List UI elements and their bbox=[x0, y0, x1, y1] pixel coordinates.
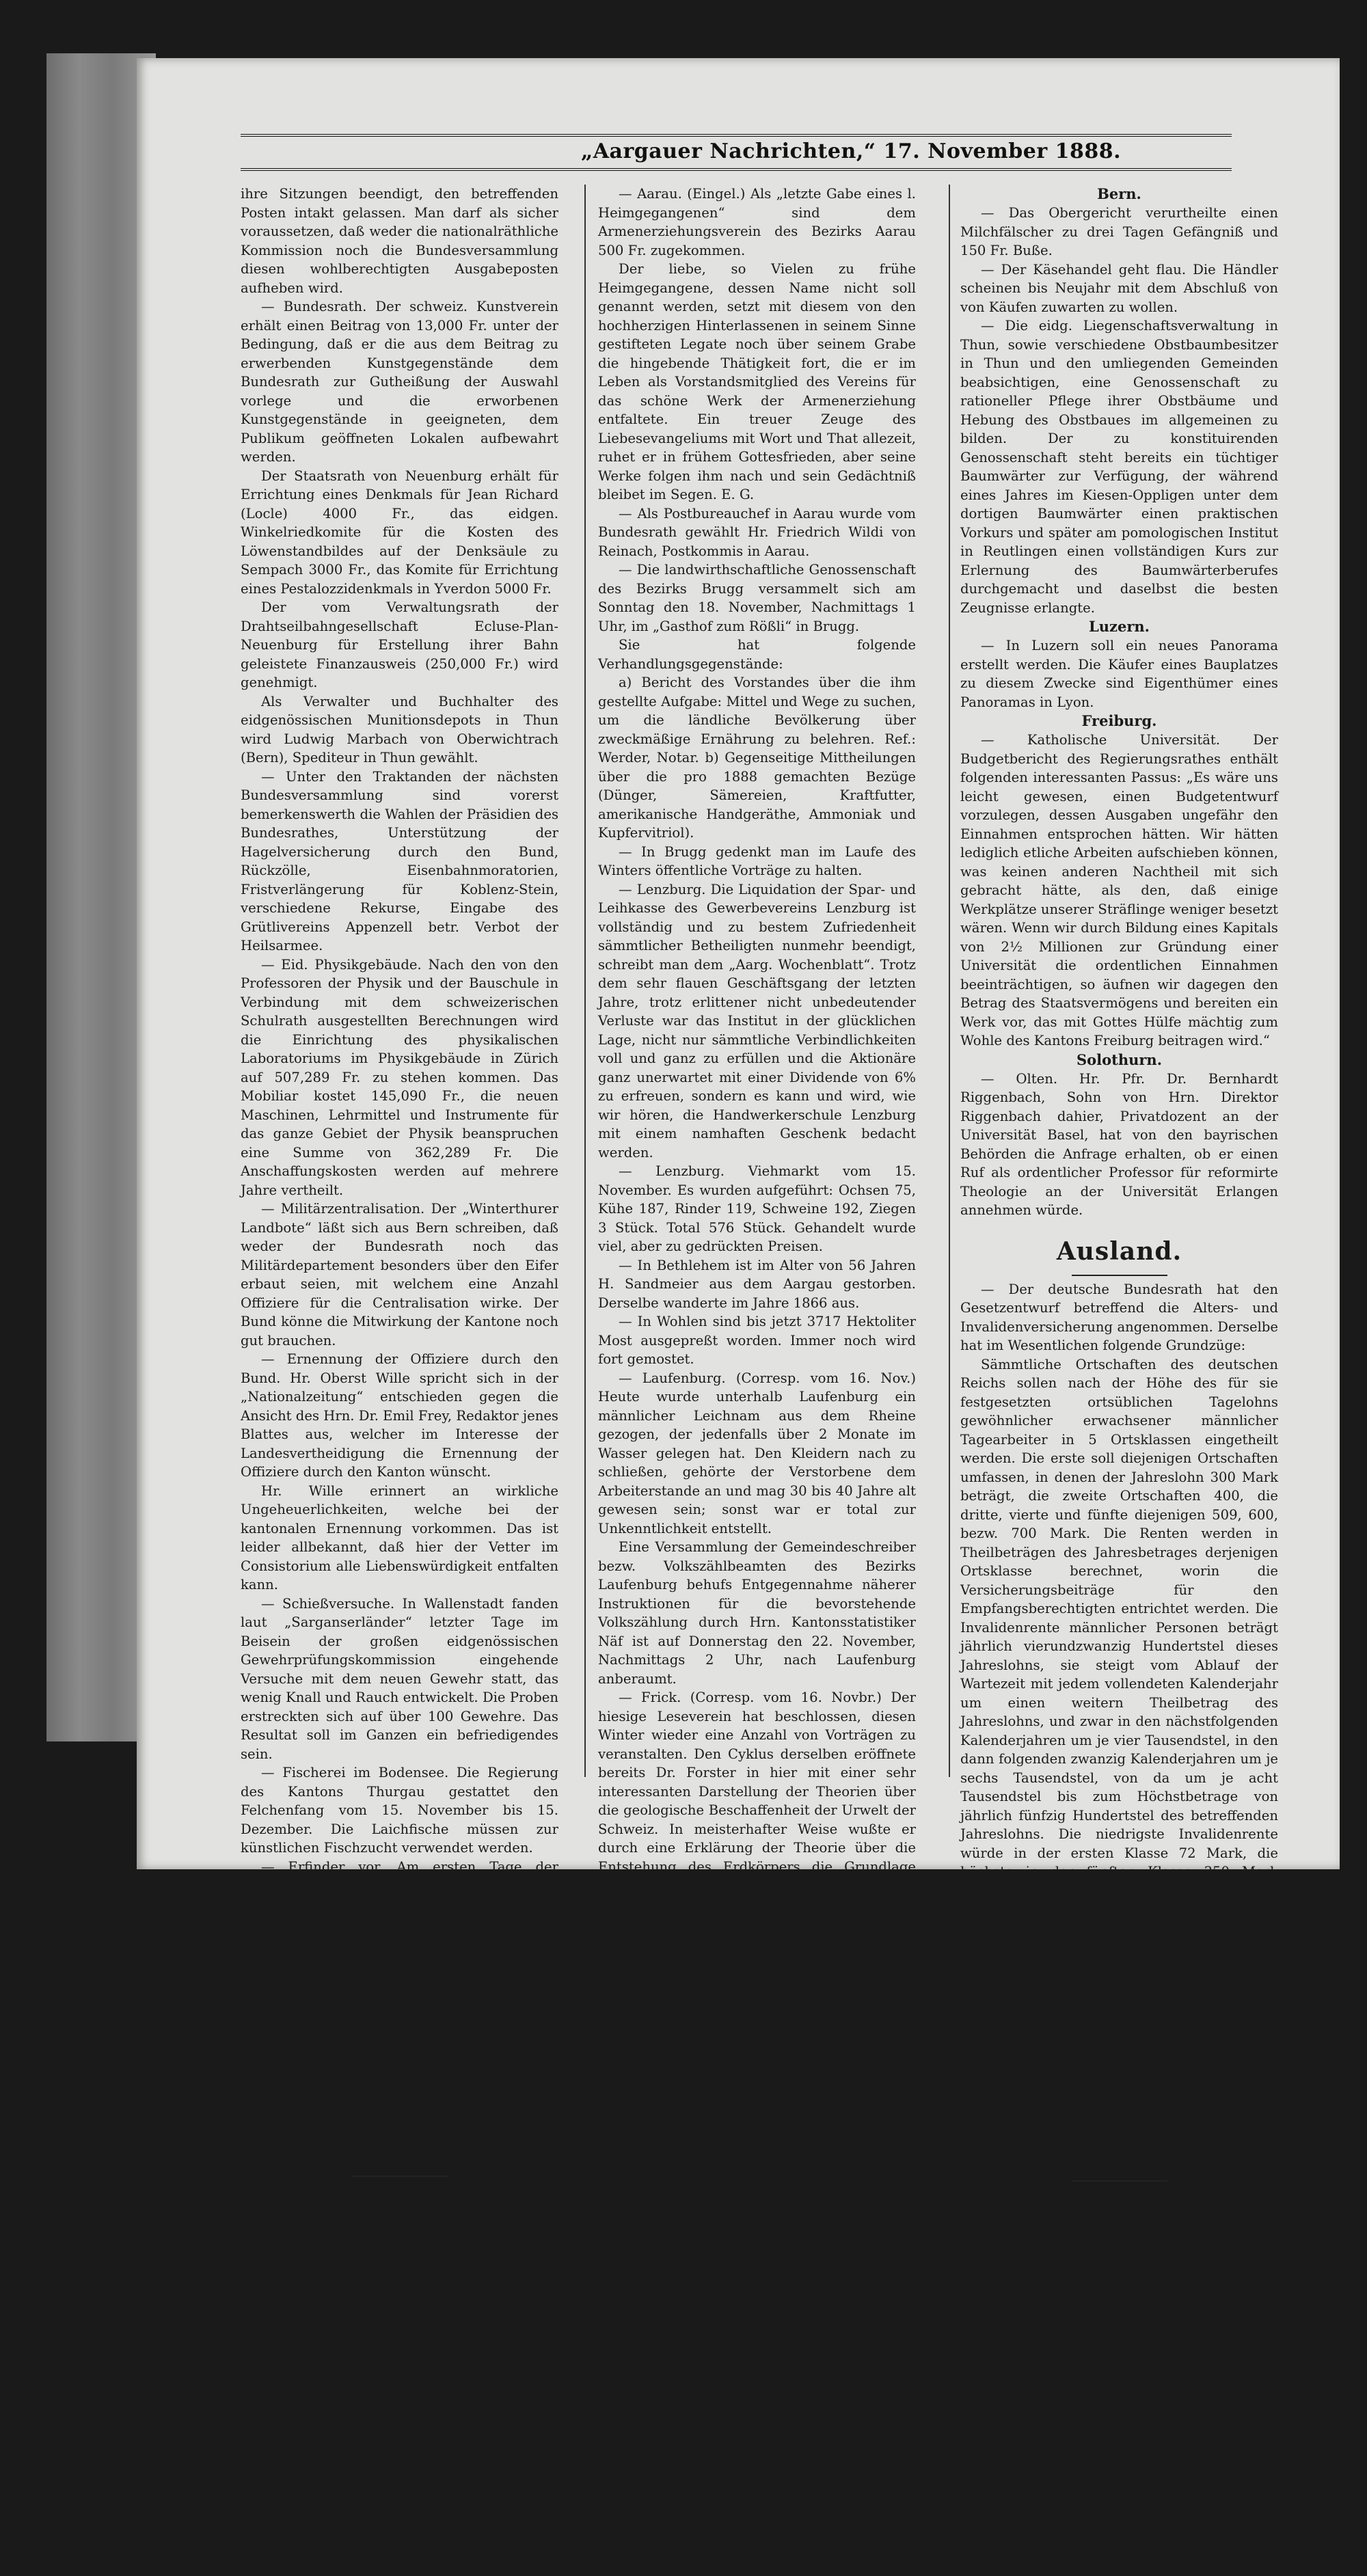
article-paragraph: Sämmtliche Ortschaften des deutschen Reichs sollen nach der Höhe des für sie festgesetzten ortsüblichen Tagelohns gewöhnlicher erwachsener männlicher Tagearbeiter in 5 Ortsklassen eingetheilt werden. Die erste soll diejenigen Ortschaften umfassen, in denen der Jahreslohn 300 Mark beträgt, die zweite Ortschaften 400, die dritte, vierte und fünfte diejenigen 509, 600, bezw. 700 Mark. Die Renten werden in Theilbeträgen des Jahresbetrages derjenigen Ortsklasse berechnet, worin die Versicherungsbeiträge für den Empfangsberechtigten entrichtet werden. Die Invalidenrente männlicher Personen beträgt jährlich vierundzwanzig Hundertstel dieses Jahreslohns, sie steigt vom Ablauf der Wartezeit mit jedem vollendeten Kalenderjahr um einen weitern Theilbetrag des Jahreslohns, und zwar in den nächstfolgenden Kalenderjahren um je vier Tausendstel, in den dann folgenden zwanzig Kalenderjahren um je sechs Tausendstel, von da um je acht Tausendstel bis zum Höchstbetrage von jährlich fünfzig Hundertstel des betreffenden Jahreslohns. Die niedrigste Invalidenrente würde in der ersten Klasse 72 Mark, die höchste in der fünften Klasse 350 Mark betragen. Die Altersrente für männliche Personen soll jährlich vierundzwanzig Hundertstel des Jahreslohns betragen, also in der ersten Klasse 72, in der fünften 168 Mark. bbox=[960, 1356, 1278, 1955]
article-paragraph: — Fischerei im Bodensee. Die Regierung des Kantons Thurgau gestattet den Felchenfang vom 15. November bis 15. Dezember. Die Laichfische müssen zur künstlichen Fischzucht verwendet werden. bbox=[241, 1765, 558, 1856]
subsection-heading: Bern. bbox=[1097, 185, 1141, 202]
article-paragraph: — Laufenburg. (Corresp. vom 16. Nov.) Heute wurde unterhalb Laufenburg ein männlicher Leichnam aus dem Rheine gezogen, der jedenfalls über 2 Monate im Wasser gelegen hat. Den Kleidern nach zu schließen, gehörte der Verstorbene dem Arbeiterstande an und mag 30 bis 40 Jahre alt gewesen sein; sonst war er total zur Unkenntlichkeit entstellt. bbox=[598, 1370, 916, 1536]
section-heading: Ausland. bbox=[1056, 1236, 1182, 1266]
article-paragraph: — Lenzburg. Die Liquidation der Spar- und Leihkasse des Gewerbevereins Lenzburg ist vollständig und zu bestem Zufriedenheit sämmtlicher Betheiligten nunmehr beendigt, schreibt man dem „Aarg. Wochenblatt“. Trotz dem sehr flauen Geschäftsgang der letzten Jahre, trotz erlittener nicht unbedeutender Verluste war das Institut in der glücklichen Lage, nicht nur sämmtliche Verbindlichkeiten voll und ganz zu erfüllen und die Aktionäre ganz unerwartet mit einer Dividende von 6% zu erfreuen, sondern es kann und wird, wie wir hören, die Handwerkerschule Lenzburg mit einem namhaften Geschenk bedacht werden. bbox=[598, 881, 916, 1161]
article-paragraph: Eine Versammlung der Gemeindeschreiber bezw. Volkszählbeamten des Bezirks Laufenburg behufs Entgegennahme näherer Instruktionen für die bevorstehende Volkszählung durch Hrn. Kantonsstatistiker Näf ist auf Donnerstag den 22. November, Nachmittags 2 Uhr, nach Laufenburg anberaumt. bbox=[598, 1539, 916, 1687]
subsection-heading: Solothurn. bbox=[1076, 1050, 1163, 1068]
article-paragraph: — Das Obergericht verurtheilte einen Milchfälscher zu drei Tagen Gefängniß und 150 Fr. Buße. bbox=[960, 205, 1278, 258]
article-paragraph: — Ernennung der Offiziere durch den Bund. Hr. Oberst Wille spricht sich in der „Nationalzeitung“ entschieden gegen die Ansicht des Hrn. Dr. Emil Frey, Redaktor jenes Blattes aus, welcher im Interesse der Landesvertheidigung die Ernennung der Offiziere durch den Kanton wünscht. bbox=[241, 1351, 558, 1480]
column-1 bbox=[241, 185, 558, 2574]
article-paragraph: — Der deutsche Bundesrath hat den Gesetzentwurf betreffend die Alters- und Invalidenversicherung angenommen. Derselbe hat im Wesentlichen folgende Grundzüge: bbox=[960, 1281, 1278, 1353]
article-paragraph: — Aarau. (Eingel.) Der löbl. Bürgerturnverein Aarau hat die Zöglinge der Taubstummenanstalt eingeladen, der am Sonntag stattfindenden Vorstellung im Saalbau gratis beizuwohnen, was bei jedem Menschenfreund Anerkennung finden wird. bbox=[241, 2464, 558, 2574]
article-paragraph: — Unter den Traktanden der nächsten Bundesversammlung sind vorerst bemerkenswerth die Wahlen der Präsidien des Bundesrathes, Unterstützung der Hagelversicherung durch den Bund, Rückzölle, Eisenbahnmoratorien, Fristverlängerung für Koblenz-Stein, verschiedene Rekurse, Eingabe des Grütlivereins Appenzell betr. Verbot der Heilsarmee. bbox=[241, 768, 558, 953]
subsection-heading: Zürich. bbox=[727, 2196, 786, 2214]
article-paragraph: — Der Voranschlag der Gemeinde Aarau. Die Einwohner der Gemeinde Aarau erhalten jährlich einen umfangreichen gedruckten Voranschlag nebst Begleitbericht des Gemeinderathes. bbox=[241, 2201, 558, 2292]
article-paragraph: — In Wohlen sind bis jetzt 3717 Hektoliter Most ausgepreßt worden. Immer noch wird fort gemostet. bbox=[598, 1314, 916, 1367]
article-paragraph: Diesem stehen an Ausgaben gegenüber für das Schulwesen Fr. 135,500, Polizeikassenverwaltung Fr. 182,475 und Verschiedenes Fr. 500. bbox=[241, 2389, 558, 2461]
article-paragraph: Sie hat folgende Verhandlungsgegenstände: bbox=[598, 637, 916, 672]
article-paragraph: — Frick. (Corresp. vom 16. Novbr.) Der hiesige Leseverein hat beschlossen, diesen Winter wieder eine Anzahl von Vorträgen zu veranstalten. Den Cyklus derselben eröffnete bereits Dr. Forster in hier mit einer sehr interessanten Darstellung der Theorien über die geologische Beschaffenheit der Urwelt der Schweiz. In meisterhafter Weise wußte er durch eine Erklärung der Theorie über die Entstehung des Erdkörpers die Grundlage zum Vortrage zu finden, dem nun eine Reihe anderer über die Schweiz folgen sollen. bbox=[598, 1690, 916, 1912]
subsection-heading: Freiburg. bbox=[1081, 712, 1157, 729]
article-paragraph: — Aarau. (Eingel.) Als „letzte Gabe eines l. Heimgegangenen“ sind dem Armenerziehungsverein des Bezirks Aarau 500 Fr. zugekommen. bbox=[598, 186, 916, 258]
article-paragraph: — Als Postbureauchef in Aarau wurde vom Bundesrath gewählt Hr. Friedrich Wildi von Reinach, Postkommis in Aarau. bbox=[598, 505, 916, 559]
article-paragraph: — Für das schweizerische Idiotikon ist für das Jahr 1889 ein Bundesbeitrag von 5000 Fr. in Aussicht genommen. Die Einnahmen belaufen sich, mit Einschluß der Beiträge der Regierungen des Kantons Zürich und der antiquarischen Gesellschaft, auf 2600 Fr., die Ausgaben auf 8500 Fr., es würde also noch ein Defizit von 900 Fr. zu decken sein. Im kommenden Jahre werden die Hefte 14 bis und mit 16 erscheinen. bbox=[241, 1934, 558, 2119]
article-paragraph: — Zwischen dem deutschen und dem italienischen Generalstabe besteht ein lebhafter Gedankenaustausch. Graf Walderfee scheint die Italiener zu instruiren und für kommende Dinge bereit zu machen. Er hat die beschleunigte Aufstellung einer Armee von 300,000 Mann in Oberitalien gewünscht. Walderfee kennt den Gotthard und die Alpenthäler aus eigener Anschauung. bbox=[960, 1957, 1278, 2124]
header-rule-bottom bbox=[241, 168, 1232, 171]
subsection-heading: Luzern. bbox=[1089, 618, 1150, 635]
article-paragraph: — Militärzentralisation. Der „Winterthurer Landbote“ läßt sich aus Bern schreiben, daß weder der Bundesrath noch das Militärdepartement besonders über den Eifer erbaut seien, mit welchem eine Anzahl Offiziere für die Centralisation wirke. Der Bund könne die Mitwirkung der Kantone noch gut brauchen. bbox=[241, 1201, 558, 1348]
article-paragraph: — Mumpf. (Eingesdt.) Um die Erklärung des Pfarrers in Mumpf in's richtige Licht zu setzen, findet sich der Einsender in Nr. 266 d. Bl. veranlaßt, des Weitern hinzuzufügen, daß die gemachte Mittheilung am Hochzeitstage allgemein besprochen wurde und heute noch aufrecht erhalten wird, um so mehr, als die nächsten Verwandten des Brautpaares, die nebst diesem ihre altkatholische Gesinnung niemals verhehlten, sie im Umlauf gesetzt haben. bbox=[598, 1915, 916, 2119]
article-paragraph: — Die eidg. Liegenschaftsverwaltung in Thun, sowie verschiedene Obstbaumbesitzer in Thun und den umliegenden Gemeinden beabsichtigen, eine Genossenschaft zu rationeller Pflege ihrer Obstbäume und Hebung des Obstbaues im allgemeinen zu bilden. Der zu konstituirenden Genossenschaft steht bereits ein tüchtiger Baumwärter zur Verfügung, der während eines Jahres im Kiesen-Oppligen unter dem dortigen Baumwärter einen praktischen Vorkurs und später am pomologischen Institut in Reutlingen einen vollständigen Kurs zur Erlernung des Baumwärterberufes durchgemacht und daselbst die besten Zeugnisse erlangte. bbox=[960, 318, 1278, 616]
article-paragraph: Als Verwalter und Buchhalter des eidgenössischen Munitionsdepots in Thun wird Ludwig Marbach von Oberwichtrach (Bern), Spediteur in Thun gewählt. bbox=[241, 693, 558, 765]
section-heading: Kantonales. bbox=[313, 2137, 486, 2167]
article-paragraph: Der Einsender und mit ihm viele schenken heute noch den Letztern mehr Glaubwürdigkeit als dem fraglichen Pfarramte. bbox=[598, 2121, 916, 2194]
article-paragraph: — Die landwirthschaftliche Genossenschaft des Bezirks Brugg versammelt sich am Sonntag den 18. November, Nachmittags 1 Uhr, im „Gasthof zum Rößli“ in Brugg. bbox=[598, 562, 916, 634]
article-paragraph: Der liebe, so Vielen zu frühe Heimgegangene, dessen Name nicht soll genannt werden, setzt mit diesem von den hochherzigen Hinterlassenen in seinem Sinne gestifteten Legate noch über seinem Grabe die hingebende Thätigkeit fort, die er im Leben als Vorstandsmitglied des Vereins für das schöne Werk der Armenerziehung entfaltete. Ein treuer Zeuge des Liebesevangeliums mit Wort und That allezeit, ruhet er in frühem Gottesfrieden, aber seine Werke folgen ihm nach und sein Gedächtniß bleibet im Segen. E. G. bbox=[598, 261, 916, 502]
article-paragraph: — Die Redaktion des „Basler Tagblattes“ hat Herr Kasimir Näber aus dem Kanton Luzern übernommen. Derselbe war 1886—87 an den „Aargauer Nachrichten“ bethätigt. bbox=[960, 2187, 1278, 2260]
section-heading: Allerlei Neuigkeiten. bbox=[968, 2143, 1271, 2171]
heading-rule bbox=[1072, 2180, 1167, 2182]
header-rule-top bbox=[241, 134, 1232, 137]
article-paragraph: — Erfinder vor. Am ersten Tage der Eröffnung des Amtes für geistiges Eigenthum sind schon ca. zwei Dutzend Erfindungspatente ertheilt worden. bbox=[241, 1858, 558, 1931]
article-paragraph: — Die Grütlivereinssektion Biel soll für ihre am 18. d. stattfindende Novemberfeier auf Verlangen des bbox=[960, 2375, 1278, 2428]
subsection-heading: Aargau. bbox=[368, 2181, 431, 2199]
article-paragraph: — Lenzburg. Viehmarkt vom 15. November. Es wurden aufgeführt: Ochsen 75, Kühe 187, Rinder 119, Schweine 192, Ziegen 3 Stück. Total 576 Stück. Gehandelt wurde viel, aber zu gedrückten Preisen. bbox=[598, 1163, 916, 1254]
article-paragraph: — Eine eigenthümliche Spekulationswuth herrschte eine Zeit hindurch in Zürich. Es hofften nämlich eine Anzahl Geschäftsleute, die zum Theil rentable Geschäfte betrieben, schnell reich zu werden, indem sie große Quantitäten Kaffee einkauften und auf Hausse spekulirten, wozu sie durch gewisse Agenten animirt wurden. Allein das Spekulationsfieber nahm bei allen ein Ende mit Schrecken. Zwei der Spekulanten endeten mit Selbstmord, zwei weitere geriethen in Konkurs und ein anderer akkordirte, indem er seinen Gläubigern zehn Prozent anbot. bbox=[598, 2216, 916, 2458]
article-paragraph: — Die Heilsarmee macht im Bezirk Ufter Fortschritte. Der ersten Niederlassung in Mönchaltorf, die vor einigen Monaten stattfand, folgt nun diejenige in Maur, und auch Ufter soll zur Ablagerungsstätte dieses religiösen Humbugs ausersehen sein. bbox=[960, 2262, 1278, 2372]
article-paragraph: — Katholische Universität. Der Budgetbericht des Regierungsrathes enthält folgenden interessanten Passus: „Es wäre uns leicht gewesen, einen Budgetentwurf vorzulegen, dessen Ausgaben ungefähr den Einnahmen entsprochen hätten. Wir hätten lediglich etliche Arbeiten aufschieben können, was keinen anderen Nachtheil mit sich gebracht hätte, als den, daß einige Werkplätze unserer Sträflinge weniger besetzt wären. Wenn wir durch Bildung eines Kapitals von 2½ Millionen zur Gründung einer Universität die ordentlichen Einnahmen beeinträchtigen, so äufnen wir dagegen den Betrag des Staatsvermögens und bereiten ein Werk vor, das mit Gottes Hülfe mächtig zum Wohle des Kantons Freiburg beitragen wird.“ bbox=[960, 732, 1278, 1048]
article-paragraph: Hr. Wille erinnert an wirkliche Ungeheuerlichkeiten, welche bei der kantonalen Ernennung vorkommen. Das ist leider allbekannt, daß hier der Vetter im Consistorium alle Liebenswürdigkeit entfalten kann. bbox=[241, 1482, 558, 1592]
article-paragraph: Der Staatsrath von Neuenburg erhält für Errichtung eines Denkmals für Jean Richard (Locle) 4000 Fr., das eidgen. Winkelriedkomite für die Kosten des Löwenstandbildes auf der Denksäule zu Sempach 3000 Fr., das Komite für Errichtung eines Pestalozzidenkmals in Yverdon 5000 Fr. bbox=[241, 467, 558, 597]
article-paragraph: — Eid. Physikgebäude. Nach den von den Professoren der Physik und der Bauschule in Verbindung mit dem schweizerischen Schulrath ausgestellten Berechnungen wird die Einrichtung des physikalischen Laboratoriums im Physikgebäude in Zürich auf 507,289 Fr. zu stehen kommen. Das Mobiliar kostet 145,090 Fr., die neuen Maschinen, Lehrmittel und Instrumente für das ganze Gebiet der Physik beanspruchen eine Summe von 362,289 Fr. Die Anschaffungskosten werden auf mehrere Jahre vertheilt. bbox=[241, 956, 558, 1198]
article-paragraph: — Schießversuche. In Wallenstadt fanden laut „Sarganserländer“ letzter Tage im Beisein der großen eidgenössischen Gewehrprüfungskommission eingehende Versuche mit dem neuen Gewehr statt, das wenig Knall und Rauch entwickelt. Die Proben erstreckten sich auf über 100 Gewehre. Das Resultat soll im Ganzen ein befriedigendes sein. bbox=[241, 1595, 558, 1762]
article-paragraph: — In Brugg gedenkt man im Laufe des Winters öffentliche Vorträge zu halten. bbox=[598, 843, 916, 878]
heading-rule bbox=[352, 2175, 448, 2177]
article-paragraph: a) Bericht des Vorstandes über die ihm gestellte Aufgabe: Mittel und Wege zu suchen, um die ländliche Bevölkerung über zweckmäßige Ernährung zu belehren. Ref.: Werder, Notar. b) Gegenseitige Mittheilungen über die pro 1888 gemachten Bezüge (Dünger, Sämereien, Kraftfutter, amerikanische Handgeräthe, Ammoniak und Kupfervitriol). bbox=[598, 675, 916, 841]
article-paragraph: — Der Käsehandel geht flau. Die Händler scheinen bis Neujahr mit dem Abschluß von von Käufen zuwarten zu wollen. bbox=[960, 261, 1278, 315]
article-paragraph: Der vom Verwaltungsrath der Drahtseilbahngesellschaft Ecluse-Plan-Neuenburg für Erstellung ihrer Bahn geleistete Finanzausweis (250,000 Fr.) wird genehmigt. bbox=[241, 599, 558, 690]
article-paragraph: Der Voranschlag pro 1889 sieht an Einnahmen vor im Schulverwaltung Fr. 27,000, das Polizeiwesen Fr. 72,075, die Steuerkasse Fr. 219,100, zusammen Fr. 318,475. bbox=[241, 2295, 558, 2386]
article-paragraph: — In Bethlehem ist im Alter von 56 Jahren H. Sandmeier aus dem Aargau gestorben. Derselbe wanderte im Jahre 1866 aus. bbox=[598, 1257, 916, 1311]
article-paragraph: ihre Sitzungen beendigt, den betreffenden Posten intakt gelassen. Man darf als sicher voraussetzen, daß weder die nationalräthliche Kommission noch die Bundesversammlung diesen wohlberechtigten Ausgabeposten aufheben wird. bbox=[241, 186, 558, 296]
column-separator bbox=[584, 185, 586, 1777]
column-separator bbox=[949, 185, 950, 1777]
page-header-title: „Aargauer Nachrichten,“ 17. November 1888. bbox=[581, 139, 1122, 163]
column-2 bbox=[598, 185, 916, 2458]
article-paragraph: — Olten. Hr. Pfr. Dr. Bernhardt Riggenbach, Sohn von Hrn. Direktor Riggenbach dahier, Privatdozent an der Universität Basel, hat von den bayrischen Behörden die Anfrage erhalten, ob er einen Ruf als ordentlicher Professor für reformirte Theologie an der Universität Erlangen annehmen würde. bbox=[960, 1070, 1278, 1218]
article-paragraph: — In Luzern soll ein neues Panorama erstellt werden. Die Käufer eines Bauplatzes zu diesem Zwecke sind Eigenthümer eines Panoramas in Lyon. bbox=[960, 638, 1278, 710]
article-paragraph: — Bundesrath. Der schweiz. Kunstverein erhält einen Beitrag von 13,000 Fr. unter der Bedingung, daß er die aus dem Beitrag zu erwerbenden Kunstgegenstände dem Bundesrath zur Gutheißung der Auswahl vorlege und die erworbenen Kunstgegenstände in geeigneten, dem Publikum geöffneten Lokalen aufbewahrt werden. bbox=[241, 299, 558, 465]
column-3 bbox=[960, 185, 1278, 2428]
heading-rule bbox=[1072, 1275, 1167, 1276]
